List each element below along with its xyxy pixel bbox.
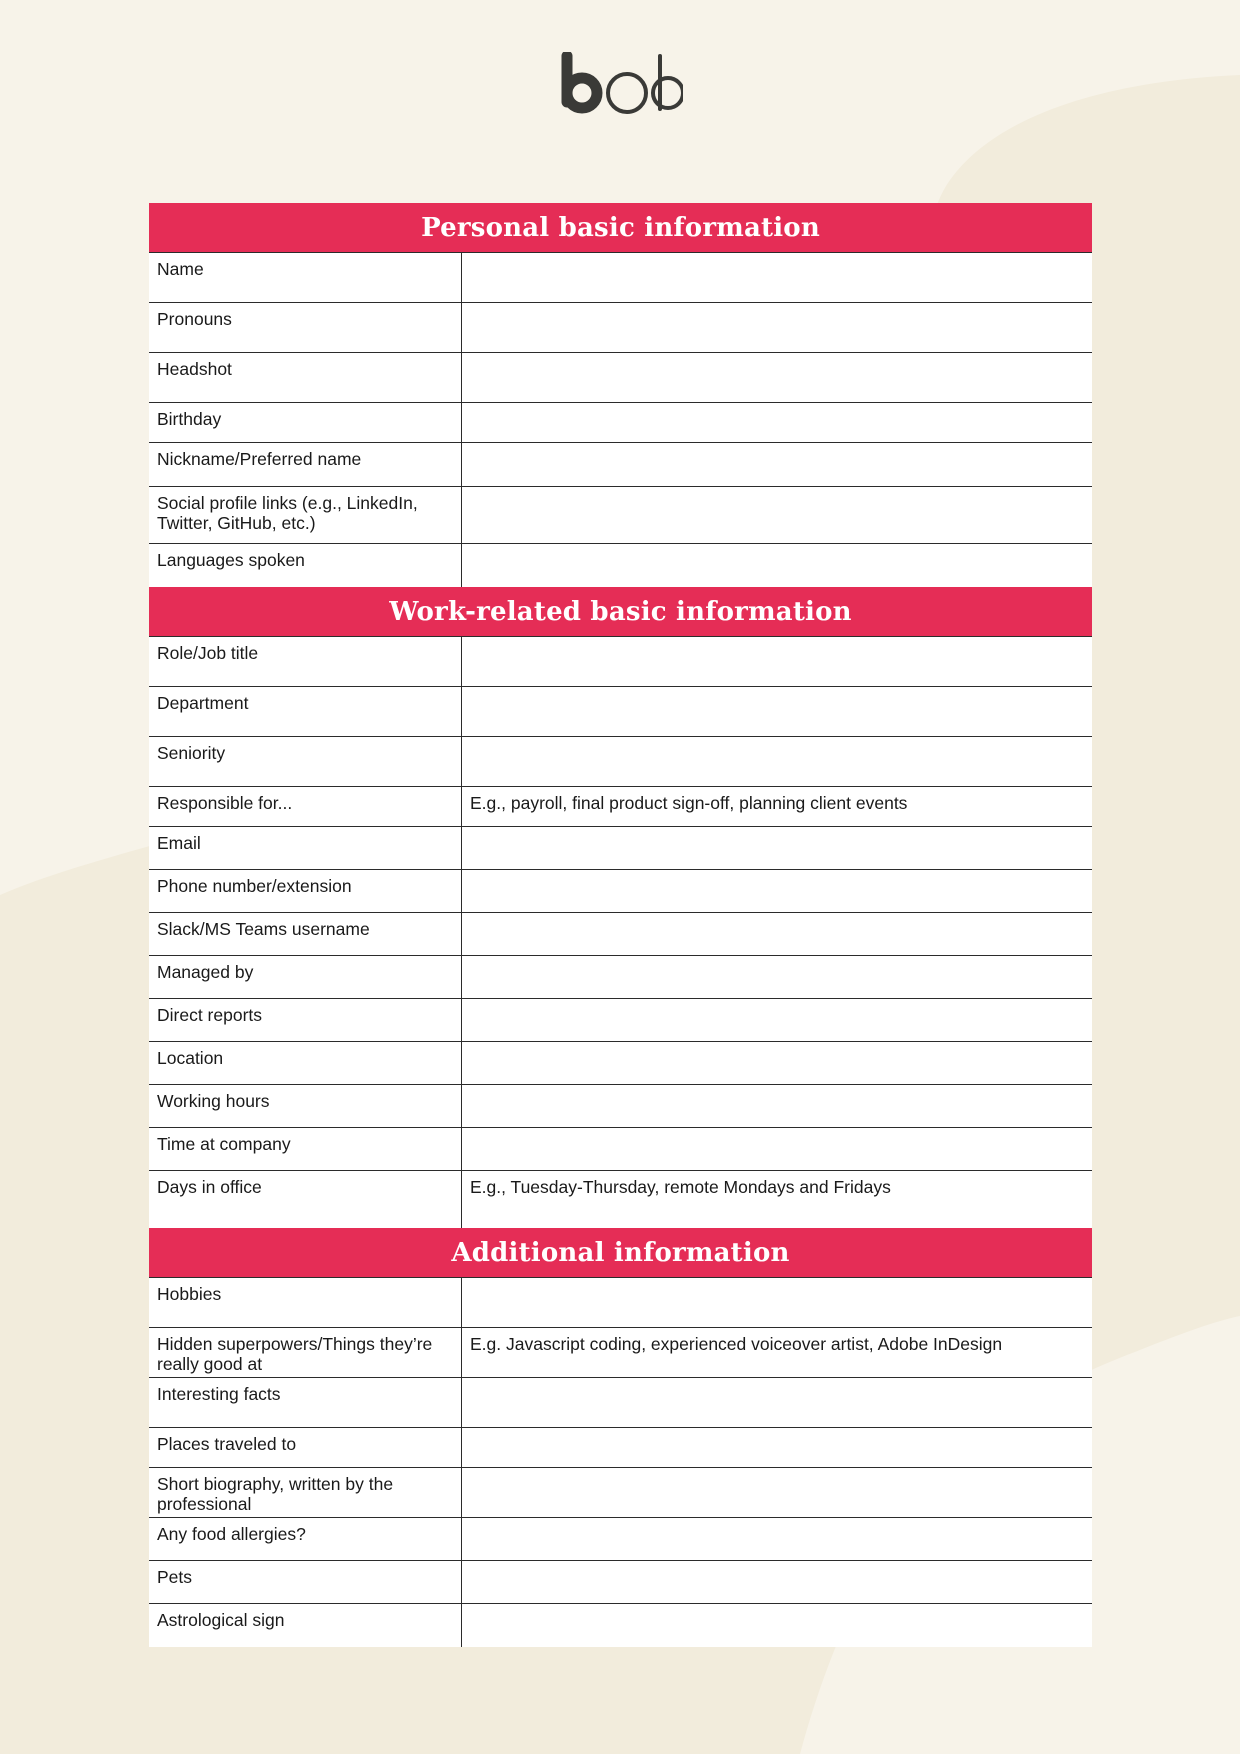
field-label: Time at company [149, 1128, 462, 1170]
field-label: Role/Job title [149, 637, 462, 686]
form-row-time-at-company [149, 1128, 1092, 1171]
field-label: Languages spoken [149, 544, 462, 587]
form-row-headshot [149, 353, 1092, 403]
field-value-cell[interactable]: E.g., payroll, final product sign-off, planning client events [470, 793, 908, 813]
field-label: Short biography, written by the professional [149, 1468, 462, 1517]
field-value-cell[interactable] [462, 544, 1092, 587]
field-value-cell[interactable] [462, 827, 1092, 869]
section-personal-basic-information [149, 203, 1092, 587]
form-row-hobbies [149, 1278, 1092, 1328]
field-label: Department [149, 687, 462, 736]
form-row-days-in-office [149, 1171, 1092, 1228]
field-label: Hobbies [149, 1278, 462, 1327]
field-label: Direct reports [149, 999, 462, 1041]
field-value-cell[interactable] [462, 1128, 1092, 1170]
field-value-cell[interactable]: E.g. Javascript coding, experienced voiceover artist, Adobe InDesign [470, 1334, 1003, 1354]
field-label: Location [149, 1042, 462, 1084]
field-value-cell[interactable] [462, 913, 1092, 955]
field-label: Email [149, 827, 462, 869]
field-value-cell[interactable]: E.g., Tuesday-Thursday, remote Mondays and Fridays [470, 1177, 891, 1197]
field-label: Phone number/extension [149, 870, 462, 912]
field-value-cell[interactable] [462, 1378, 1092, 1427]
form-row-places-traveled-to [149, 1428, 1092, 1468]
form-row-role-job-title [149, 637, 1092, 687]
field-label: Any food allergies? [149, 1518, 462, 1560]
section-header: Additional information [149, 1228, 1092, 1278]
field-value-cell[interactable] [462, 1468, 1092, 1517]
form-row-astrological-sign [149, 1604, 1092, 1647]
section-work-related-basic-information [149, 587, 1092, 1228]
form-row-name [149, 253, 1092, 303]
field-label: Birthday [149, 403, 462, 442]
form-row-direct-reports [149, 999, 1092, 1042]
form-row-social-profile-links-e-g-linkedin-twitter-github-etc [149, 487, 1092, 544]
field-label: Pronouns [149, 303, 462, 352]
field-value-cell[interactable] [462, 1428, 1092, 1467]
field-label: Responsible for... [149, 787, 462, 826]
form-row-short-biography-written-by-the-professional [149, 1468, 1092, 1518]
field-value-cell[interactable] [462, 353, 1092, 402]
field-value-cell[interactable] [462, 487, 1092, 543]
field-value-cell[interactable] [462, 956, 1092, 998]
form-row-birthday [149, 403, 1092, 443]
section-header: Work-related basic information [149, 587, 1092, 637]
field-label: Slack/MS Teams username [149, 913, 462, 955]
field-label: Days in office [149, 1171, 462, 1228]
field-value-cell[interactable] [462, 1561, 1092, 1603]
form-row-interesting-facts [149, 1378, 1092, 1428]
field-label: Social profile links (e.g., LinkedIn, Twitter, GitHub, etc.) [149, 487, 462, 543]
field-label: Pets [149, 1561, 462, 1603]
form-row-pronouns [149, 303, 1092, 353]
field-label: Headshot [149, 353, 462, 402]
field-value-cell[interactable] [462, 303, 1092, 352]
form-row-pets [149, 1561, 1092, 1604]
form-row-email [149, 827, 1092, 870]
field-label: Astrological sign [149, 1604, 462, 1647]
field-value-cell[interactable] [462, 999, 1092, 1041]
form-row-nickname-preferred-name [149, 443, 1092, 487]
field-value-cell[interactable] [462, 1278, 1092, 1327]
field-value-cell[interactable] [462, 737, 1092, 786]
field-value-cell[interactable] [462, 443, 1092, 486]
field-label: Places traveled to [149, 1428, 462, 1467]
field-value-cell[interactable] [462, 687, 1092, 736]
form-row-slack-ms-teams-username [149, 913, 1092, 956]
field-label: Interesting facts [149, 1378, 462, 1427]
field-label: Name [149, 253, 462, 302]
field-value-cell[interactable] [462, 253, 1092, 302]
form-row-responsible-for [149, 787, 1092, 827]
field-label: Hidden superpowers/Things they’re really good at [149, 1328, 462, 1377]
form-row-managed-by [149, 956, 1092, 999]
form-row-seniority [149, 737, 1092, 787]
field-value-cell[interactable] [462, 1085, 1092, 1127]
field-value-cell[interactable] [462, 870, 1092, 912]
field-value-cell[interactable] [462, 637, 1092, 686]
form-row-languages-spoken [149, 544, 1092, 587]
employee-profile-form [149, 203, 1092, 1647]
form-row-hidden-superpowers-things-they-re-really-good-at [149, 1328, 1092, 1378]
field-label: Managed by [149, 956, 462, 998]
field-value-cell[interactable] [462, 1518, 1092, 1560]
section-additional-information [149, 1228, 1092, 1647]
form-row-department [149, 687, 1092, 737]
form-row-any-food-allergies [149, 1518, 1092, 1561]
form-row-working-hours [149, 1085, 1092, 1128]
bob-logo [557, 52, 683, 116]
field-label: Seniority [149, 737, 462, 786]
form-row-phone-number-extension [149, 870, 1092, 913]
field-value-cell[interactable] [462, 1604, 1092, 1647]
field-label: Nickname/Preferred name [149, 443, 462, 486]
section-header: Personal basic information [149, 203, 1092, 253]
field-value-cell[interactable] [462, 403, 1092, 442]
form-row-location [149, 1042, 1092, 1085]
field-label: Working hours [149, 1085, 462, 1127]
field-value-cell[interactable] [462, 1042, 1092, 1084]
